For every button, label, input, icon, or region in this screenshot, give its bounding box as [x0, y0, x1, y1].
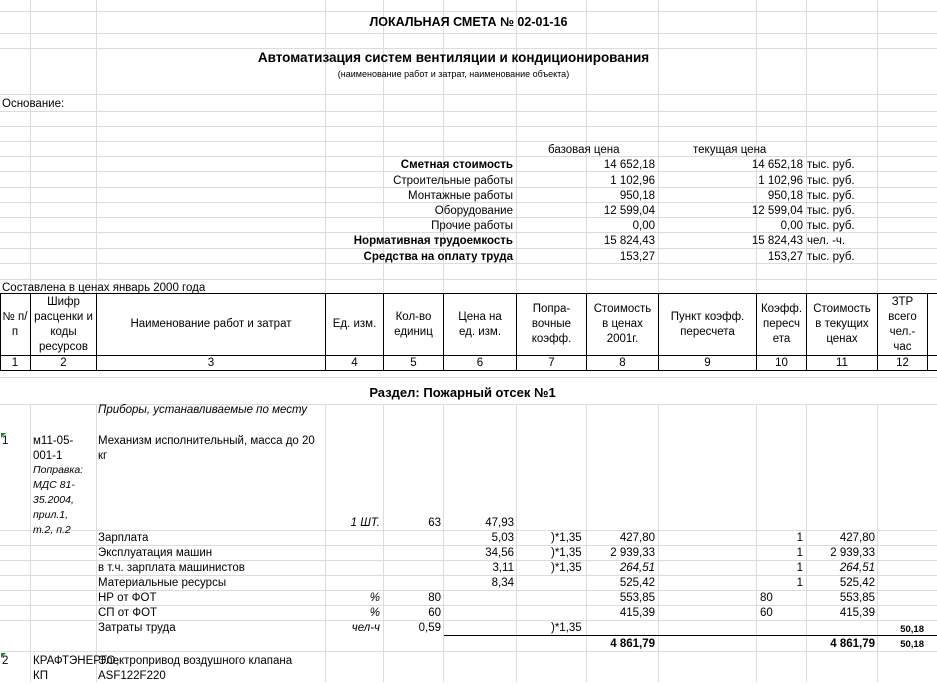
summary-label: Сметная стоимость — [400, 159, 513, 171]
summary-base: 14 652,18 — [603, 159, 655, 171]
header-col-4: Ед. изм. — [326, 294, 384, 355]
colnum-9: 9 — [659, 356, 757, 370]
colnum-1: 1 — [0, 356, 31, 370]
header-col-2: Шифр расценки и коды ресурсов — [31, 294, 97, 355]
summary-unit: тыс. руб. — [807, 175, 855, 187]
detail-price: 3,11 — [492, 562, 514, 574]
detail-name: Зарплата — [98, 532, 149, 544]
summary-current: 950,18 — [767, 190, 803, 202]
colnum-6: 6 — [444, 356, 517, 370]
detail-cur: 2 939,33 — [830, 547, 875, 559]
summary-unit: тыс. руб. — [807, 190, 855, 202]
detail-coef: )*1,35 — [551, 622, 582, 634]
item-number: 1 — [2, 435, 9, 447]
summary-label: Нормативная трудоемкость — [353, 235, 513, 247]
summary-unit: тыс. руб. — [807, 251, 855, 263]
summary-base: 1 102,96 — [610, 175, 655, 187]
header-col-9: Пункт коэфф. пересчета — [659, 294, 757, 355]
colnum-5: 5 — [384, 356, 444, 370]
summary-current: 12 599,04 — [751, 205, 803, 217]
summary-label: Прочие работы — [431, 220, 513, 232]
detail-cost: 2 939,33 — [610, 547, 655, 559]
detail-name: НР от ФОТ — [98, 592, 157, 604]
detail-cur: 415,39 — [839, 607, 875, 619]
detail-name: Эксплуатация машин — [98, 547, 213, 559]
summary-base: 12 599,04 — [603, 205, 655, 217]
detail-cur: 427,80 — [839, 532, 875, 544]
summary-current: 153,27 — [767, 251, 803, 263]
header-col-5: Кол-во единиц — [384, 294, 444, 355]
detail-point: 80 — [760, 592, 773, 604]
summary-current: 1 102,96 — [758, 175, 803, 187]
header-col-11: Стоимость в текущих ценах — [807, 294, 878, 355]
colnum-12: 12 — [878, 356, 928, 370]
header-col-3: Наименование работ и затрат — [97, 294, 326, 355]
detail-point: 60 — [760, 607, 773, 619]
item-correction: Поправка: МДС 81-35.2004, прил.1, т.2, п.2 — [33, 464, 84, 536]
group-title: Приборы, устанавливаемые по месту — [98, 404, 308, 416]
item-code: м11-05-001-1 — [33, 435, 74, 462]
summary-unit: тыс. руб. — [807, 205, 855, 217]
detail-coef: )*1,35 — [551, 562, 582, 574]
detail-cur: 525,42 — [839, 577, 875, 589]
summary-label: Средства на оплату труда — [363, 251, 513, 263]
detail-coef: )*1,35 — [551, 547, 582, 559]
detail-name: СП от ФОТ — [98, 607, 158, 619]
detail-price: 5,03 — [491, 532, 514, 544]
detail-price: 8,34 — [491, 577, 514, 589]
item-number: 2 — [2, 655, 9, 667]
detail-cost: 525,42 — [619, 577, 655, 589]
detail-cost: 427,80 — [619, 532, 655, 544]
summary-unit: чел. -ч. — [807, 235, 846, 247]
item-price: 47,93 — [485, 517, 514, 529]
detail-k: 1 — [796, 577, 803, 589]
object-name: Автоматизация систем вентиляции и кондиционирования — [257, 50, 650, 65]
detail-name: Материальные ресурсы — [98, 577, 227, 589]
summary-base: 950,18 — [619, 190, 655, 202]
summary-col-current: текущая цена — [693, 144, 767, 156]
summary-label: Строительные работы — [393, 175, 513, 187]
detail-qty: 0,59 — [418, 622, 441, 634]
summary-unit: тыс. руб. — [807, 159, 855, 171]
colnum-2: 2 — [31, 356, 97, 370]
item-total-current: 4 861,79 — [830, 638, 875, 650]
detail-cost: 415,39 — [619, 607, 655, 619]
section-title: Раздел: Пожарный отсек №1 — [369, 385, 556, 400]
detail-cost: 553,85 — [619, 592, 655, 604]
detail-price: 34,56 — [485, 547, 514, 559]
summary-label: Оборудование — [434, 205, 513, 217]
colnum-7: 7 — [517, 356, 587, 370]
summary-base: 0,00 — [632, 220, 655, 232]
estimate-title: ЛОКАЛЬНАЯ СМЕТА № 02-01-16 — [369, 15, 568, 29]
object-caption: (наименование работ и затрат, наименование объекта) — [337, 69, 570, 79]
item-total-ztr: 50,18 — [900, 639, 924, 650]
summary-base: 15 824,43 — [603, 235, 655, 247]
header-col-12: ЗТР всего чел.-час — [878, 294, 928, 355]
item-code: КРАФТЭНЕРГО, КП — [33, 655, 119, 682]
prices-note: Составлена в ценах январь 2000 года — [2, 282, 206, 294]
detail-unit: % — [369, 592, 380, 604]
summary-unit: тыс. руб. — [807, 220, 855, 232]
header-col-1: № п/п — [0, 294, 31, 355]
detail-k: 1 — [796, 562, 803, 574]
detail-unit: % — [369, 607, 380, 619]
summary-base: 153,27 — [619, 251, 655, 263]
item-name: Электропривод воздушного клапана ASF122F220 — [98, 655, 293, 682]
summary-current: 15 824,43 — [751, 235, 803, 247]
detail-qty: 60 — [428, 607, 441, 619]
summary-current: 0,00 — [780, 220, 803, 232]
item-unit: 1 ШТ. — [350, 517, 380, 529]
detail-coef: )*1,35 — [551, 532, 582, 544]
item-qty: 63 — [428, 517, 441, 529]
colnum-10: 10 — [757, 356, 807, 370]
detail-cost: 264,51 — [619, 562, 655, 574]
summary-label: Монтажные работы — [408, 190, 513, 202]
detail-k: 1 — [796, 547, 803, 559]
item-total-cost: 4 861,79 — [610, 638, 655, 650]
summary-current: 14 652,18 — [751, 159, 803, 171]
header-col-7: Попра-вочные коэфф. — [517, 294, 587, 355]
colnum-11: 11 — [807, 356, 878, 370]
detail-unit: чел-ч — [351, 622, 380, 634]
detail-cur: 264,51 — [839, 562, 875, 574]
detail-qty: 80 — [428, 592, 441, 604]
detail-name: Затраты труда — [98, 622, 176, 634]
summary-col-base: базовая цена — [548, 144, 620, 156]
header-col-10: Коэфф. пересч ета — [757, 294, 807, 355]
colnum-8: 8 — [587, 356, 659, 370]
item-name: Механизм исполнительный, масса до 20 кг — [98, 435, 315, 462]
colnum-4: 4 — [326, 356, 384, 370]
header-col-6: Цена на ед. изм. — [444, 294, 517, 355]
basis-label: Основание: — [2, 98, 65, 110]
detail-name: в т.ч. зарплата машинистов — [98, 562, 245, 574]
colnum-3: 3 — [97, 356, 326, 370]
detail-k: 1 — [796, 532, 803, 544]
detail-cur: 553,85 — [839, 592, 875, 604]
detail-ztr: 50,18 — [900, 624, 924, 635]
header-col-8: Стоимость в ценах 2001г. — [587, 294, 659, 355]
